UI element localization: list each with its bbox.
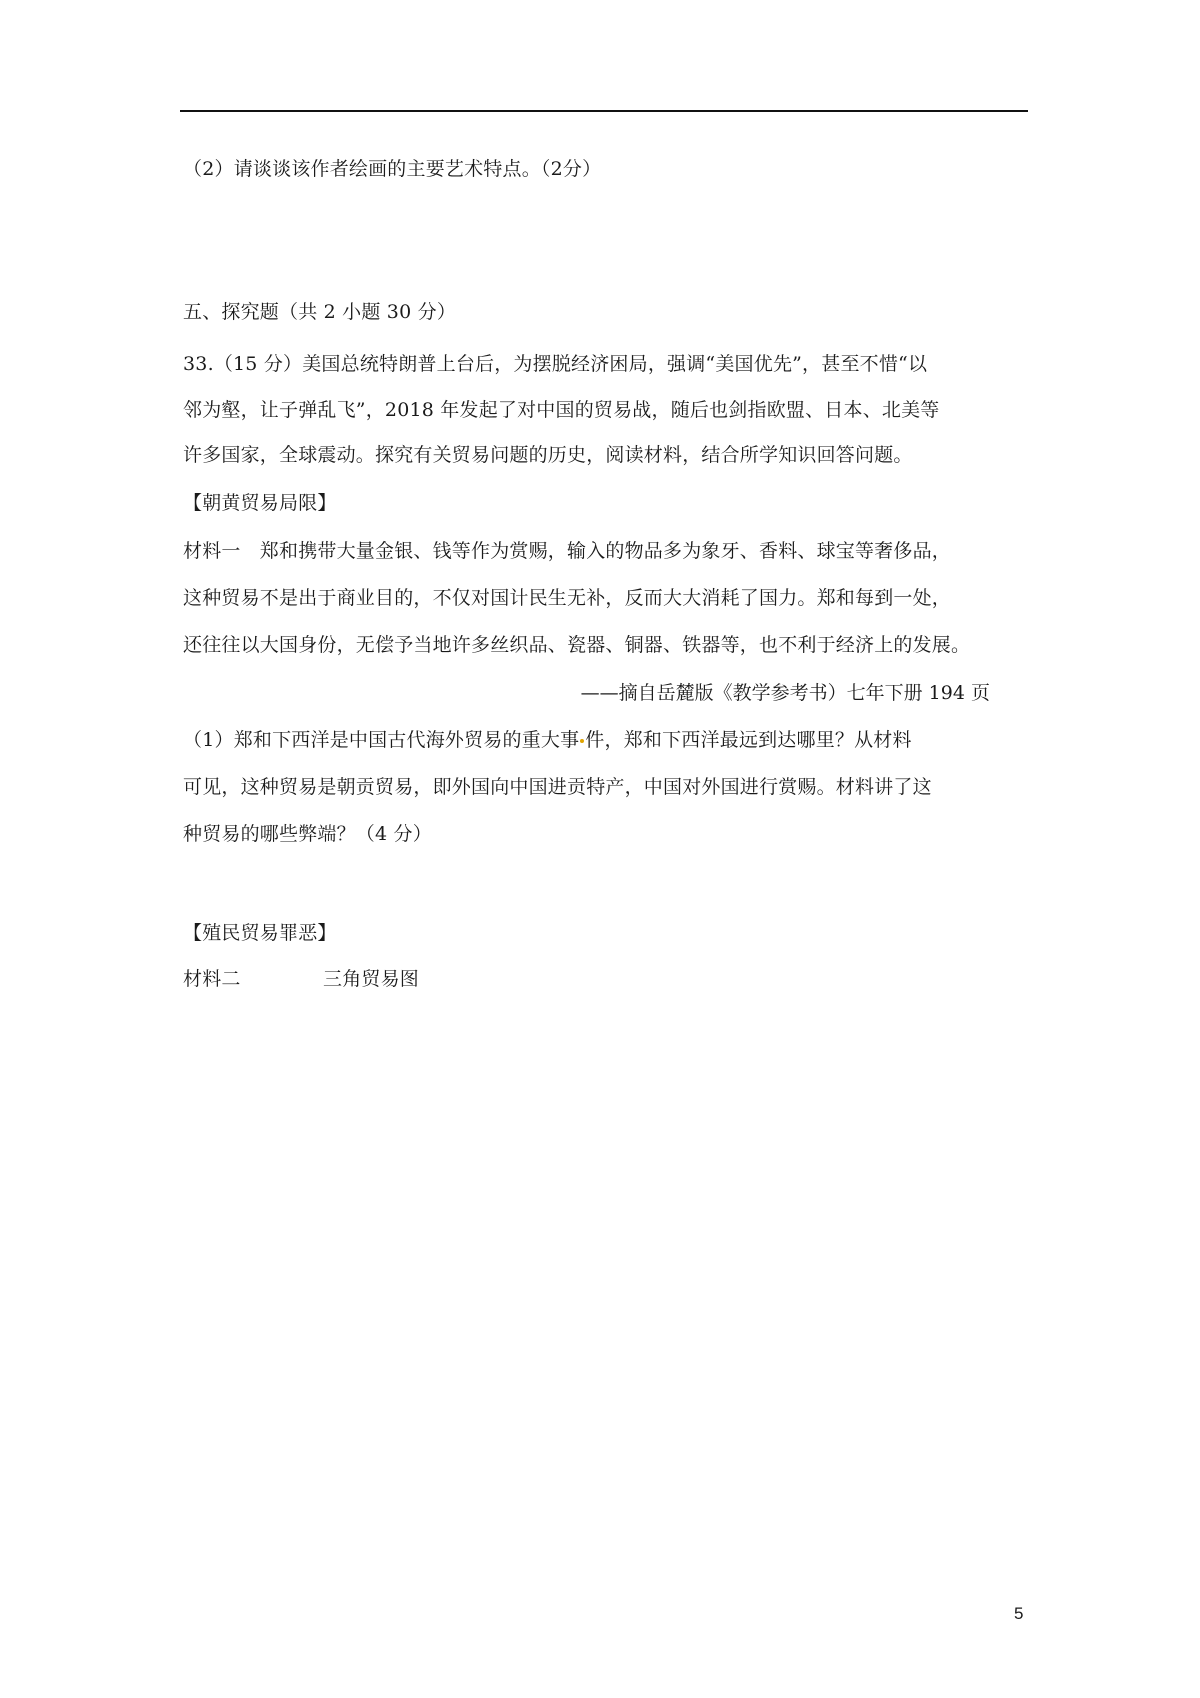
page-number: 5 [1014, 1604, 1024, 1623]
question-33-part-1-line-1 [183, 727, 912, 753]
question-33-part-1-line-1-b: 件，郑和下西洋最远到达哪里？从材料 [585, 729, 912, 751]
ink-dot-mark [580, 739, 584, 743]
question-33-part-1-line-1-a: （1）郑和下西洋是中国古代海外贸易的重大事 [183, 729, 580, 751]
question-33-part-1-line-2: 可见，这种贸易是朝贡贸易，即外国向中国进贡特产，中国对外国进行赏赐。材料讲了这 [183, 776, 932, 798]
material-2-title: 三角贸易图 [323, 968, 420, 990]
question-33-part-1-line-3: 种贸易的哪些弊端？（4 分） [183, 823, 432, 845]
material-1-line-1: 材料一 郑和携带大量金银、钱等作为赏赐，输入的物品多为象牙、香料、球宝等奢侈品， [183, 540, 952, 562]
material-1-line-2: 这种贸易不是出于商业目的，不仅对国计民生无补，反而大大消耗了国力。郑和每到一处， [183, 587, 952, 609]
question-33-intro-line-1: 33.（15 分）美国总统特朗普上台后，为摆脱经济困局，强调“美国优先”，甚至不惜“以 [183, 353, 928, 375]
material-1-source: ——摘自岳麓版《教学参考书）七年下册 194 页 [580, 682, 990, 704]
subsection-heading-tributary-trade: 【朝黄贸易局限】 [183, 492, 337, 514]
question-33-intro-line-2: 邻为壑，让子弹乱飞”，2018 年发起了对中国的贸易战，随后也剑指欧盟、日本、北美等 [183, 399, 940, 421]
material-2-heading [183, 966, 419, 992]
question-32-part-2: （2）请谈谈该作者绘画的主要艺术特点。（2分） [183, 158, 602, 180]
material-1-line-3: 还往往以大国身份，无偿予当地许多丝织品、瓷器、铜器、铁器等，也不利于经济上的发展。 [183, 634, 971, 656]
question-33-intro-line-3: 许多国家，全球震动。探究有关贸易问题的历史，阅读材料，结合所学知识回答问题。 [183, 444, 913, 466]
header-rule [180, 110, 1028, 112]
material-2-label: 材料二 [183, 968, 241, 990]
subsection-heading-colonial-trade: 【殖民贸易罪恶】 [183, 922, 337, 944]
section-title: 五、探究题（共 2 小题 30 分） [183, 301, 457, 323]
